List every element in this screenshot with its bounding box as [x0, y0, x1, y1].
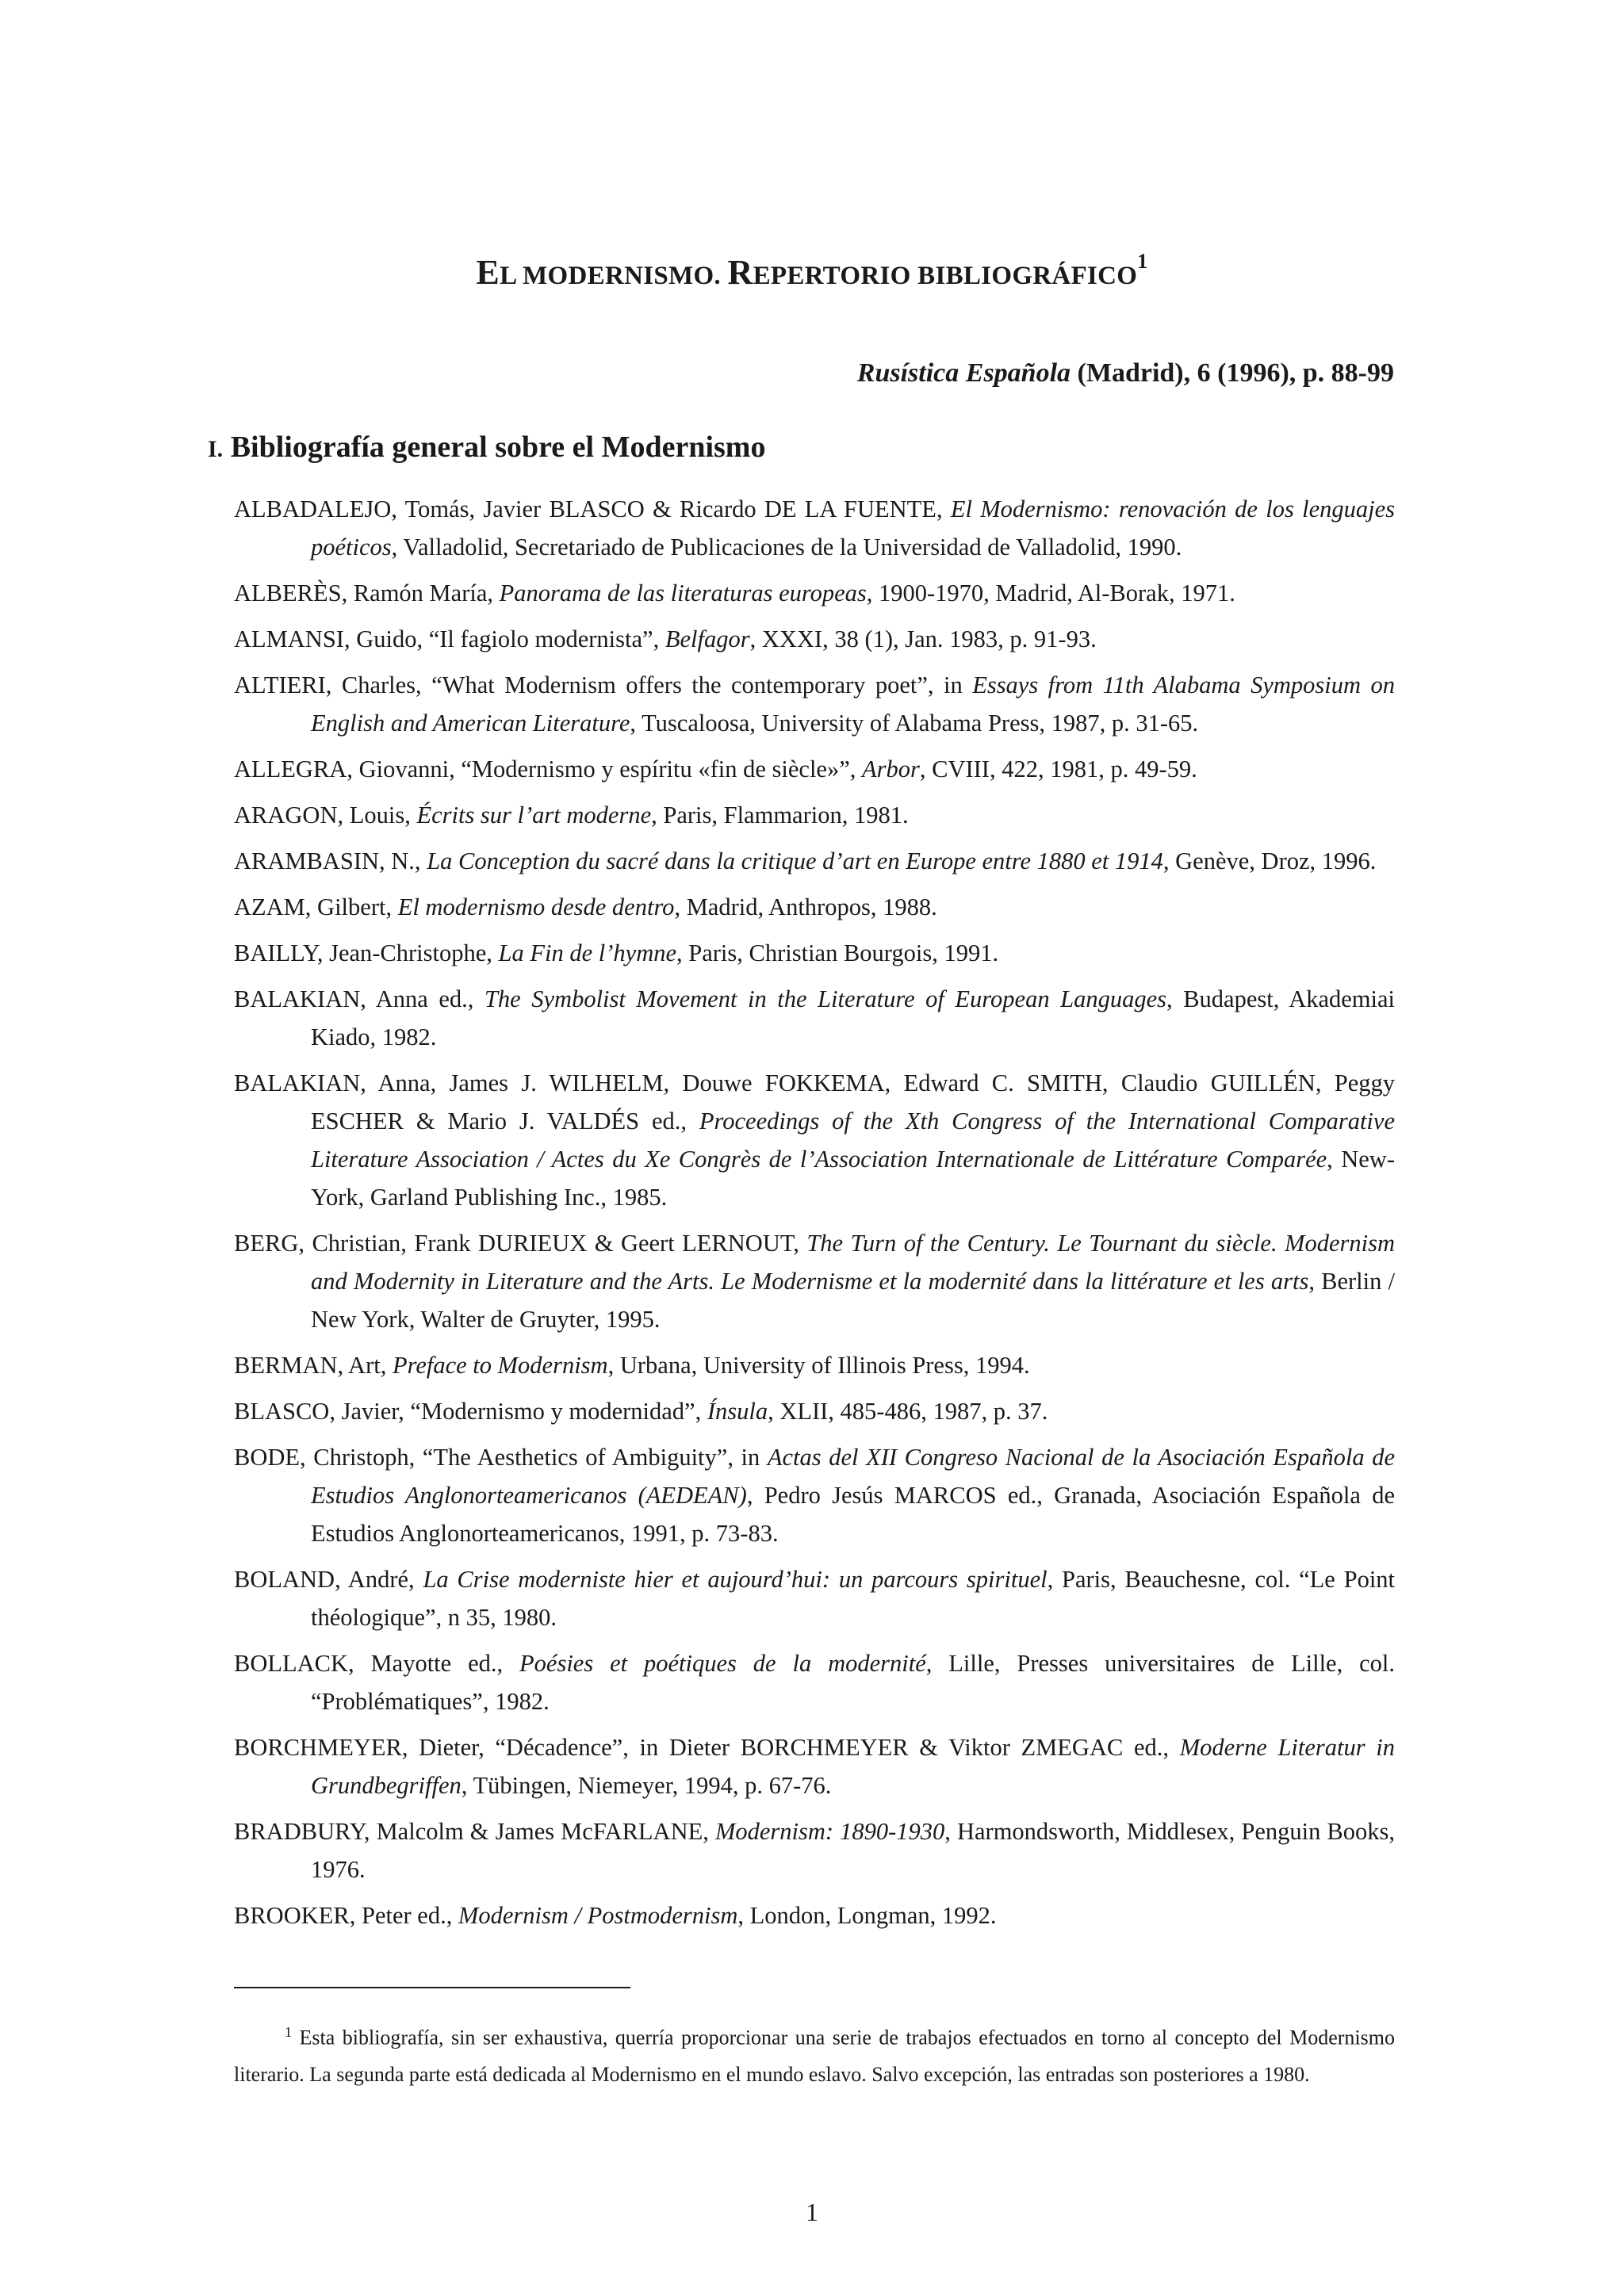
entry-publication: , Tuscaloosa, University of Alabama Press, 1987, p. 31-65.: [630, 710, 1199, 737]
page-number: 1: [806, 2198, 818, 2226]
entry-publication: , Madrid, Anthropos, 1988.: [674, 894, 937, 920]
source-citation: [857, 358, 1394, 388]
entry-publication: , Lille, Presses universitaires de Lille, col. “Problématiques”, 1982.: [311, 1650, 1395, 1715]
entry-title: La Crise moderniste hier et aujourd’hui: un parcours spirituel: [423, 1566, 1048, 1593]
page-title: [0, 252, 1624, 293]
entry-title: Belfagor: [665, 626, 750, 652]
entry-publication: , Genève, Droz, 1996.: [1162, 848, 1377, 874]
bibliography-entry: [234, 1346, 1395, 1384]
section-title: Bibliografía general sobre el Modernismo: [223, 430, 766, 464]
entry-author: AZAM, Gilbert,: [234, 894, 398, 920]
footnote-reference[interactable]: 1: [1137, 250, 1148, 274]
bibliography-entry: [234, 888, 1395, 926]
bibliography-entry: [234, 1392, 1395, 1430]
entry-publication: , New-York, Garland Publishing Inc., 1985.: [311, 1146, 1395, 1211]
footnote: [234, 2014, 1395, 2093]
bibliography-entry: [234, 574, 1395, 612]
entry-title: Arbor: [862, 756, 920, 783]
entry-author: BALAKIAN, Anna, James J. WILHELM, Douwe FOKKEMA, Edward C. SMITH, Claudio GUILLÉN, Peggy ESCHER & Mario J. VALDÉS ed.,: [234, 1070, 1395, 1135]
entry-author: BOLLACK, Mayotte ed.,: [234, 1650, 520, 1677]
entry-publication: , XLII, 485-486, 1987, p. 37.: [768, 1398, 1048, 1425]
entry-publication: , Pedro Jesús MARCOS ed., Granada, Asociación Española de Estudios Anglonorteamericanos, 1991, p. 73-83.: [311, 1482, 1395, 1547]
title-part-2: EPERTORIO BIBLIOGRÁFICO: [753, 262, 1138, 290]
bibliography-entry: [234, 750, 1395, 788]
bibliography-entry: [234, 1728, 1395, 1804]
entry-author: BOLAND, André,: [234, 1566, 423, 1593]
entry-author: ARAMBASIN, N.,: [234, 848, 427, 874]
entry-author: BORCHMEYER, Dieter, “Décadence”, in Dieter BORCHMEYER & Viktor ZMEGAC ed.,: [234, 1734, 1180, 1761]
entry-publication: , Harmondsworth, Middlesex, Penguin Books, 1976.: [311, 1818, 1396, 1883]
entry-publication: , Urbana, University of Illinois Press, 1994.: [607, 1352, 1030, 1379]
entry-title: Écrits sur l’art moderne: [416, 802, 652, 828]
entry-publication: , Paris, Beauchesne, col. “Le Point théologique”, n 35, 1980.: [311, 1566, 1396, 1631]
entry-title: Essays from 11th Alabama Symposium on English and American Literature: [311, 672, 1395, 737]
bibliography-list: [234, 490, 1395, 1942]
bibliography-entry: [234, 1896, 1395, 1934]
entry-title: Ínsula: [707, 1398, 768, 1425]
entry-title: El Modernismo: renovación de los lenguajes poéticos: [311, 496, 1395, 561]
entry-publication: , Valladolid, Secretariado de Publicaciones de la Universidad de Valladolid, 1990.: [391, 534, 1182, 561]
bibliography-entry: [234, 490, 1395, 566]
entry-author: BERG, Christian, Frank DURIEUX & Geert LERNOUT,: [234, 1230, 807, 1257]
title-initial-2: R: [727, 253, 753, 292]
entry-title: Moderne Literatur in Grundbegriffen: [311, 1734, 1395, 1799]
entry-title: Actas del XII Congreso Nacional de la Asociación Española de Estudios Anglonorteamericanos (AEDEAN): [311, 1444, 1395, 1509]
entry-author: BALAKIAN, Anna ed.,: [234, 985, 485, 1012]
entry-author: BRADBURY, Malcolm & James McFARLANE,: [234, 1818, 715, 1845]
entry-title: Modernism: 1890-1930: [714, 1818, 945, 1845]
footnote-text: Esta bibliografía, sin ser exhaustiva, querría proporcionar una serie de trabajos efectuados en torno al concepto del Modernismo literario. La segunda parte está dedicada al Modernismo en el mundo eslavo. Salvo excepción, las entradas son posteriores a 1980.: [234, 2026, 1395, 2086]
entry-author: ALMANSI, Guido, “Il fagiolo modernista”,: [234, 626, 665, 652]
entry-title: The Turn of the Century. Le Tournant du siècle. Modernism and Modernity in Literature and the Arts. Le Modernisme et la modernité dans la littérature et les arts: [311, 1230, 1395, 1295]
entry-title: La Fin de l’hymne: [498, 939, 677, 966]
bibliography-entry: [234, 1064, 1395, 1216]
entry-publication: , Budapest, Akademiai Kiado, 1982.: [311, 985, 1395, 1050]
entry-publication: , CVIII, 422, 1981, p. 49-59.: [919, 756, 1197, 783]
entry-author: BLASCO, Javier, “Modernismo y modernidad”,: [234, 1398, 707, 1425]
entry-title: The Symbolist Movement in the Literature of European Languages: [484, 985, 1167, 1012]
entry-publication: , Paris, Christian Bourgois, 1991.: [676, 939, 999, 966]
entry-author: BERMAN, Art,: [234, 1352, 393, 1379]
bibliography-entry: [234, 1560, 1395, 1636]
bibliography-entry: [234, 842, 1395, 880]
journal-name: Rusística Española: [856, 358, 1071, 388]
entry-author: ARAGON, Louis,: [234, 802, 417, 828]
entry-author: ALTIERI, Charles, “What Modernism offers the contemporary poet”, in: [234, 672, 973, 698]
entry-author: BROOKER, Peter ed.,: [234, 1902, 458, 1929]
entry-publication: , XXXI, 38 (1), Jan. 1983, p. 91-93.: [749, 626, 1097, 652]
title-part-1: L MODERNISMO.: [500, 262, 728, 290]
bibliography-entry: [234, 1224, 1395, 1338]
entry-title: La Conception du sacré dans la critique d’art en Europe entre 1880 et 1914: [427, 848, 1163, 874]
entry-author: BAILLY, Jean-Christophe,: [234, 939, 499, 966]
bibliography-entry: [234, 796, 1395, 834]
entry-author: BODE, Christoph, “The Aesthetics of Ambiguity”, in: [234, 1444, 768, 1471]
entry-publication: , Berlin / New York, Walter de Gruyter, 1995.: [311, 1268, 1395, 1333]
bibliography-entry: [234, 980, 1395, 1056]
entry-title: Poésies et poétiques de la modernité: [519, 1650, 926, 1677]
entry-title: Proceedings of the Xth Congress of the International Comparative Literature Association / Actes du Xe Congrès de l’Association Internationale de Littérature Comparée: [311, 1108, 1395, 1173]
entry-author: ALLEGRA, Giovanni, “Modernismo y espíritu «fin de siècle»”,: [234, 756, 862, 783]
entry-publication: , 1900-1970, Madrid, Al-Borak, 1971.: [866, 580, 1235, 607]
bibliography-entry: [234, 1438, 1395, 1552]
entry-author: ALBERÈS, Ramón María,: [234, 580, 500, 607]
entry-title: Panorama de las literaturas europeas: [499, 580, 867, 607]
section-number: I.: [208, 436, 224, 462]
journal-details: (Madrid), 6 (1996), p. 88-99: [1071, 358, 1394, 388]
section-heading: [208, 430, 765, 465]
entry-title: El modernismo desde dentro: [397, 894, 675, 920]
bibliography-entry: [234, 620, 1395, 658]
entry-publication: , London, Longman, 1992.: [737, 1902, 997, 1929]
entry-title: Preface to Modernism: [392, 1352, 608, 1379]
entry-title: Modernism / Postmodernism: [458, 1902, 738, 1929]
entry-publication: , Paris, Flammarion, 1981.: [651, 802, 909, 828]
entry-author: ALBADALEJO, Tomás, Javier BLASCO & Ricardo DE LA FUENTE,: [234, 496, 951, 522]
bibliography-entry: [234, 1644, 1395, 1720]
bibliography-entry: [234, 934, 1395, 972]
bibliography-entry: [234, 1812, 1395, 1888]
entry-publication: , Tübingen, Niemeyer, 1994, p. 67-76.: [461, 1772, 832, 1799]
footnote-divider: [234, 1987, 630, 1988]
title-initial-1: E: [476, 253, 500, 292]
bibliography-entry: [234, 666, 1395, 742]
footnote-mark: 1: [285, 2024, 292, 2040]
